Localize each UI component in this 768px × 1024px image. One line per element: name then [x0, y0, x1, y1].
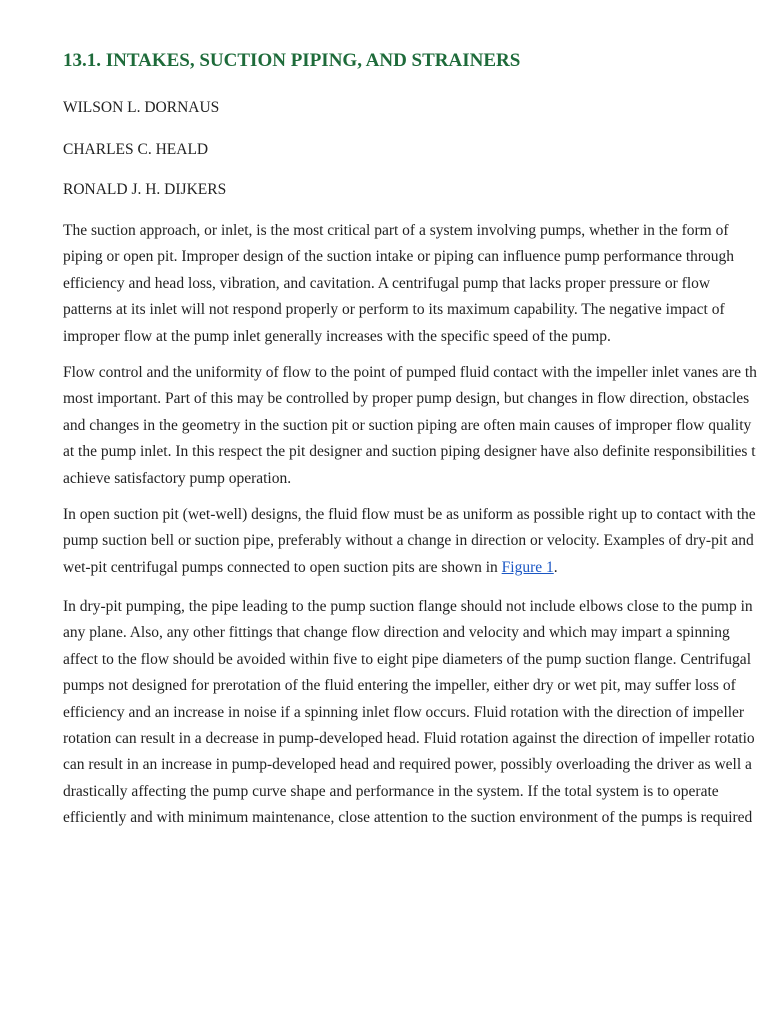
paragraph-line: In dry-pit pumping, the pipe leading to the pump suction flange should not include elbows close to the pump in: [63, 598, 753, 615]
paragraph-1: [63, 218, 768, 350]
paragraph-line: pump suction bell or suction pipe, preferably without a change in direction or velocity. Examples of dry-pit and: [63, 532, 754, 550]
paragraph-line: most important. Part of this may be controlled by proper pump design, but changes in flow direction, obstacles: [63, 390, 750, 408]
paragraph-line: efficiency and head loss, vibration, and cavitation. A centrifugal pump that lacks proper pressure or flow: [63, 274, 711, 292]
figure-1-link[interactable]: Figure 1: [501, 558, 554, 576]
paragraph-line: achieve satisfactory pump operation.: [63, 469, 292, 487]
paragraph-line: improper flow at the pump inlet generally increases with the specific speed of the pump.: [63, 327, 611, 345]
paragraph-line: [63, 555, 768, 581]
paragraph-line: at the pump inlet. In this respect the pit designer and suction piping designer have also definite responsibilities t: [63, 443, 756, 461]
paragraph-3: [63, 502, 768, 581]
paragraph-line: affect to the flow should be avoided within five to eight pipe diameters of the pump suction flange. Centrifugal: [63, 650, 751, 668]
paragraph-2: [63, 360, 768, 492]
paragraph-line: In open suction pit (wet-well) designs, the fluid flow must be as uniform as possible right up to contact with the: [63, 506, 756, 523]
paragraph-line: drastically affecting the pump curve shape and performance in the system. If the total system is to operate: [63, 782, 719, 800]
paragraph-line-end: .: [553, 558, 558, 576]
paragraph-line: any plane. Also, any other fittings that change flow direction and velocity and which may impart a spinning: [63, 624, 730, 642]
paragraph-line: and changes in the geometry in the suction pit or suction piping are often main causes of improper flow quality: [63, 416, 752, 434]
paragraph-line: Flow control and the uniformity of flow to the point of pumped fluid contact with the impeller inlet vanes are th: [63, 364, 757, 381]
paragraph-line: The suction approach, or inlet, is the most critical part of a system involving pumps, whether in the form of: [63, 222, 729, 239]
paragraph-line: patterns at its inlet will not respond properly or perform to its maximum capability. The negative impact of: [63, 301, 725, 319]
paragraph-line: efficiently and with minimum maintenance, close attention to the suction environment of the pumps is required: [63, 809, 753, 827]
paragraph-4: [63, 594, 768, 832]
paragraph-line-text: wet-pit centrifugal pumps connected to open suction pits are shown in: [63, 558, 502, 576]
author-3: RONALD J. H. DIJKERS: [63, 181, 227, 198]
author-1: WILSON L. DORNAUS: [63, 99, 220, 116]
paragraph-line: efficiency and an increase in noise if a spinning inlet flow occurs. Fluid rotation with the direction of impeller: [63, 703, 745, 721]
paragraph-line: can result in an increase in pump-developed head and required power, possibly overloading the driver as well a: [63, 756, 752, 774]
paragraph-line: piping or open pit. Improper design of the suction intake or piping can influence pump performance through: [63, 248, 735, 266]
paragraph-line: rotation can result in a decrease in pump-developed head. Fluid rotation against the direction of impeller rotatio: [63, 730, 755, 748]
paragraph-line: pumps not designed for prerotation of the fluid entering the impeller, either dry or wet pit, may suffer loss of: [63, 677, 736, 695]
author-2: CHARLES C. HEALD: [63, 141, 209, 158]
section-title: 13.1. INTAKES, SUCTION PIPING, AND STRAINERS: [63, 50, 521, 71]
